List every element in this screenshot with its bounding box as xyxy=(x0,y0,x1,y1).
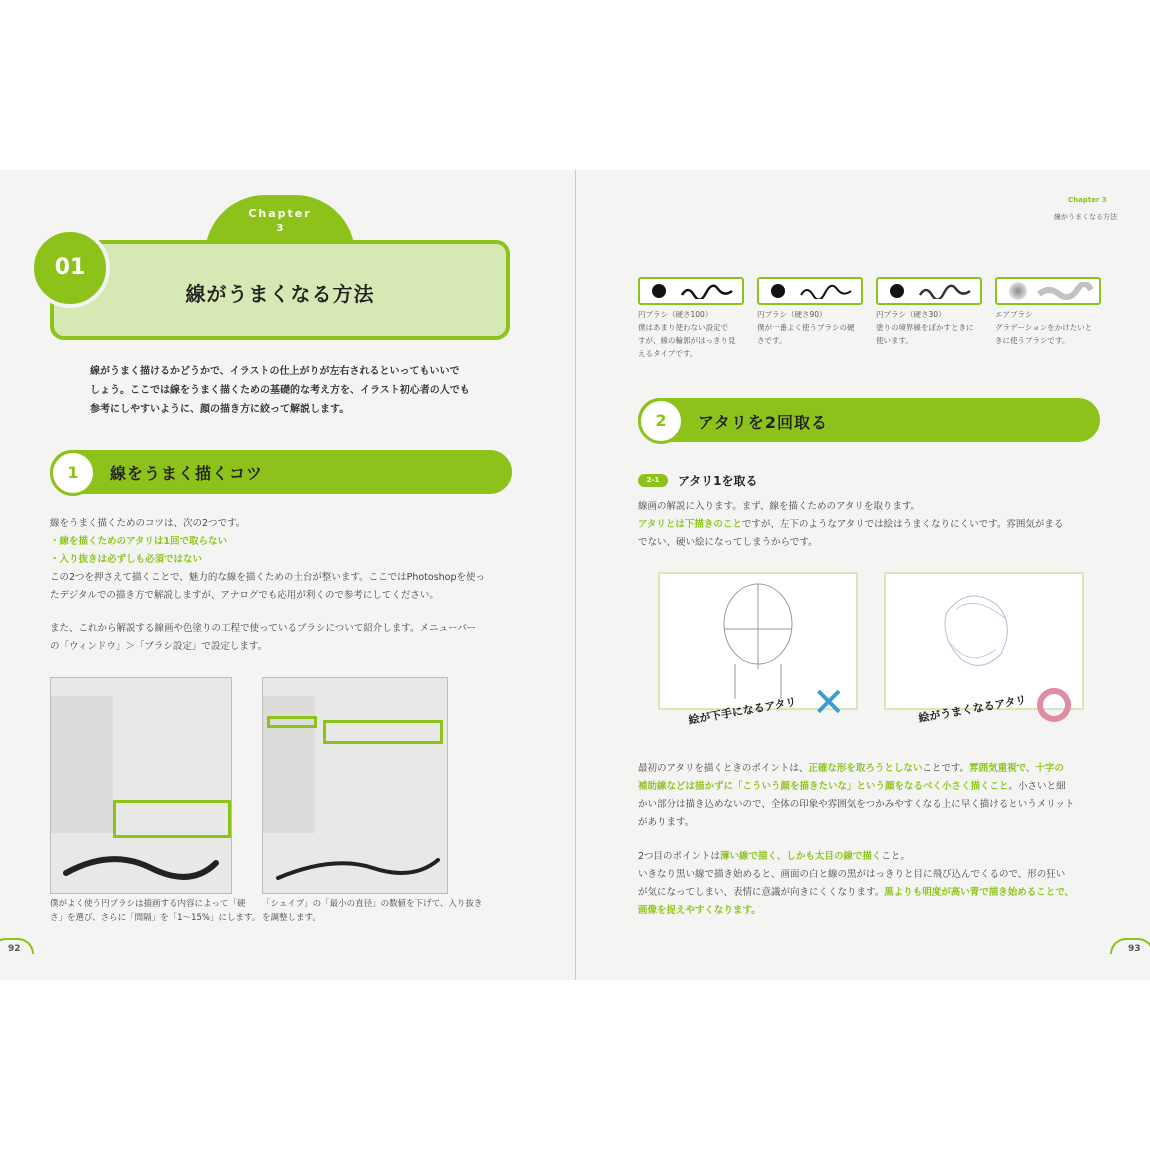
tip-1: ・線を描くためのアタリは1回で取らない xyxy=(50,536,227,547)
right-body-1 xyxy=(638,498,1108,552)
highlight-text: 黒よりも明度が高い青で描き始めることで、 xyxy=(884,887,1075,898)
body-line: また、これから解説する線画や色塗りの工程で使っているブラシについて紹介します。メニューバー xyxy=(50,623,477,634)
brush-caption-1 xyxy=(638,308,748,360)
section1-number: 1 xyxy=(50,450,96,496)
body-line: でない、硬い絵になってしまうからです。 xyxy=(638,537,818,548)
lead-line: 参考にしやすいように、顔の描き方に絞って解説します。 xyxy=(90,404,350,415)
body-text-1 xyxy=(50,515,520,605)
highlight-frame xyxy=(267,716,317,728)
brush-settings-screenshot-1 xyxy=(50,677,232,894)
section-number-badge: 01 xyxy=(30,228,110,308)
caption-line: エアブラシ xyxy=(995,310,1033,319)
caption-line: さです。 xyxy=(757,336,787,345)
body-text: 。小さいと細 xyxy=(1008,781,1066,792)
caption-line: 塗りの境界線をぼかすときに xyxy=(876,323,974,332)
caption-line: 僕はあまり使わない設定で xyxy=(638,323,728,332)
brush-stroke-sample xyxy=(61,848,221,888)
right-body-2 xyxy=(638,760,1108,832)
caption-line: 「シェイプ」の「最小の直径」の数値を下げて、入り抜き xyxy=(262,899,483,909)
section2-heading: アタリを2回取る xyxy=(698,413,829,432)
body-text: 最初のアタリを描くときのポイントは、 xyxy=(638,763,809,774)
caption-line: 僕がよく使う円ブラシは描画する内容によって「硬 xyxy=(50,899,246,909)
body-text-2 xyxy=(50,620,520,656)
good-sketch-label: 絵がうまくなるアタリ xyxy=(917,693,1028,726)
subsection-heading: アタリ1を取る xyxy=(678,474,758,488)
chapter-label: Chapter xyxy=(248,207,312,220)
body-line: いきなり黒い線で描き始めると、画面の白と線の黒がはっきりと目に飛び込んでくるので、形の狂い xyxy=(638,869,1066,880)
subsection-badge: 2-1 xyxy=(638,474,668,487)
caption-line: グラデーションをかけたいと xyxy=(995,323,1093,332)
body-text: が気になってしまい、表情に意識が向きにくくなります。 xyxy=(638,887,885,898)
running-head-title: 線がうまくなる方法 xyxy=(1054,213,1117,221)
body-text: 2つ目のポイントは xyxy=(638,851,721,862)
title-box xyxy=(50,240,510,340)
right-body-3 xyxy=(638,848,1108,920)
section1-heading: 線をうまく描くコツ xyxy=(110,464,264,483)
lead-line: 線がうまく描けるかどうかで、イラストの仕上がりが左右されるといってもいいで xyxy=(90,366,460,377)
caption-line: 円ブラシ（硬さ30） xyxy=(876,310,946,319)
body-line xyxy=(638,778,1108,796)
caption-line: 円ブラシ（硬さ100） xyxy=(638,310,713,319)
gutter-divider xyxy=(575,170,576,980)
body-line xyxy=(638,848,1108,866)
caption-line: を調整します。 xyxy=(262,913,321,923)
running-head-chapter: Chapter 3 xyxy=(1068,196,1107,204)
body-line: の「ウィンドウ」＞「ブラシ設定」で設定します。 xyxy=(50,641,268,652)
caption-line: すが、線の輪郭がはっきり見 xyxy=(638,336,736,345)
body-line: かい部分は描き込めないので、全体の印象や雰囲気をつかみやすくなる上に早く描けるというメリット xyxy=(638,799,1075,810)
caption-line: 使います。 xyxy=(876,336,913,345)
chapter-number: 3 xyxy=(276,223,284,234)
caption-1 xyxy=(50,897,260,925)
lead-paragraph xyxy=(90,362,490,419)
body-text: ことです。 xyxy=(922,763,970,774)
section2-number: 2 xyxy=(638,398,684,444)
brush-caption-3 xyxy=(876,308,986,347)
body-line xyxy=(638,884,1108,902)
caption-2 xyxy=(262,897,482,925)
brush-stroke-sample xyxy=(273,850,443,886)
highlight-text: 薄い線で描く、しかも太目の線で描く xyxy=(720,851,882,862)
caption-line: さ」を選び、さらに「間隔」を「1〜15%」にします。 xyxy=(50,913,261,923)
tip-2: ・入り抜きは必ずしも必須ではない xyxy=(50,554,203,565)
body-text: ですが、左下のようなアタリでは絵はうまくなりにくいです。雰囲気がまる xyxy=(741,519,1064,530)
body-line: たデジタルでの描き方で解説しますが、アナログでも応用が利くので参考にしてください。 xyxy=(50,590,439,601)
caption-line: きに使うブラシです。 xyxy=(995,336,1070,345)
bad-sketch-label: 絵が下手になるアタリ xyxy=(687,695,798,728)
highlight-line: 画像を捉えやすくなります。 xyxy=(638,905,761,916)
page-title: 線がうまくなる方法 xyxy=(185,282,375,306)
body-line xyxy=(638,516,1108,534)
highlight-text: アタリとは下描きのこと xyxy=(638,519,742,530)
brush-sample-3 xyxy=(876,277,982,305)
highlight-text: 補助線などは描かずに「こういう顔を描きたいな」という顔をなるべく小さく描くこと xyxy=(638,781,1009,792)
body-line: があります。 xyxy=(638,817,695,828)
highlight-frame xyxy=(323,720,443,744)
highlight-text: 雰囲気重視で、十字の xyxy=(969,763,1064,774)
brush-sample-2 xyxy=(757,277,863,305)
caption-line: 円ブラシ（硬さ90） xyxy=(757,310,827,319)
brush-caption-4 xyxy=(995,308,1105,347)
highlight-text: 正確な形を取ろうとしない xyxy=(808,763,923,774)
page-number-left: 92 xyxy=(8,944,21,954)
page-number-right: 93 xyxy=(1128,944,1141,954)
lead-line: しょう。ここでは線をうまく描くための基礎的な考え方を、イラスト初心者の人でも xyxy=(90,385,470,396)
cross-icon: ✕ xyxy=(812,680,846,726)
body-line xyxy=(638,760,1108,778)
body-line: 線画の解説に入ります。まず、線を描くためのアタリを取ります。 xyxy=(638,501,921,512)
brush-settings-screenshot-2 xyxy=(262,677,448,894)
caption-line: 僕が一番よく使うブラシの硬 xyxy=(757,323,855,332)
highlight-frame xyxy=(113,800,231,838)
brush-caption-2 xyxy=(757,308,867,347)
body-line: 線をうまく描くためのコツは、次の2つです。 xyxy=(50,518,246,529)
brush-sample-airbrush xyxy=(995,277,1101,305)
caption-line: えるタイプです。 xyxy=(638,349,698,358)
body-text: こと。 xyxy=(881,851,910,862)
body-line: この2つを押さえて描くことで、魅力的な線を描くための土台が整います。ここではPhotoshopを使っ xyxy=(50,572,486,583)
circle-ok-icon xyxy=(1037,688,1071,722)
brush-sample-1 xyxy=(638,277,744,305)
